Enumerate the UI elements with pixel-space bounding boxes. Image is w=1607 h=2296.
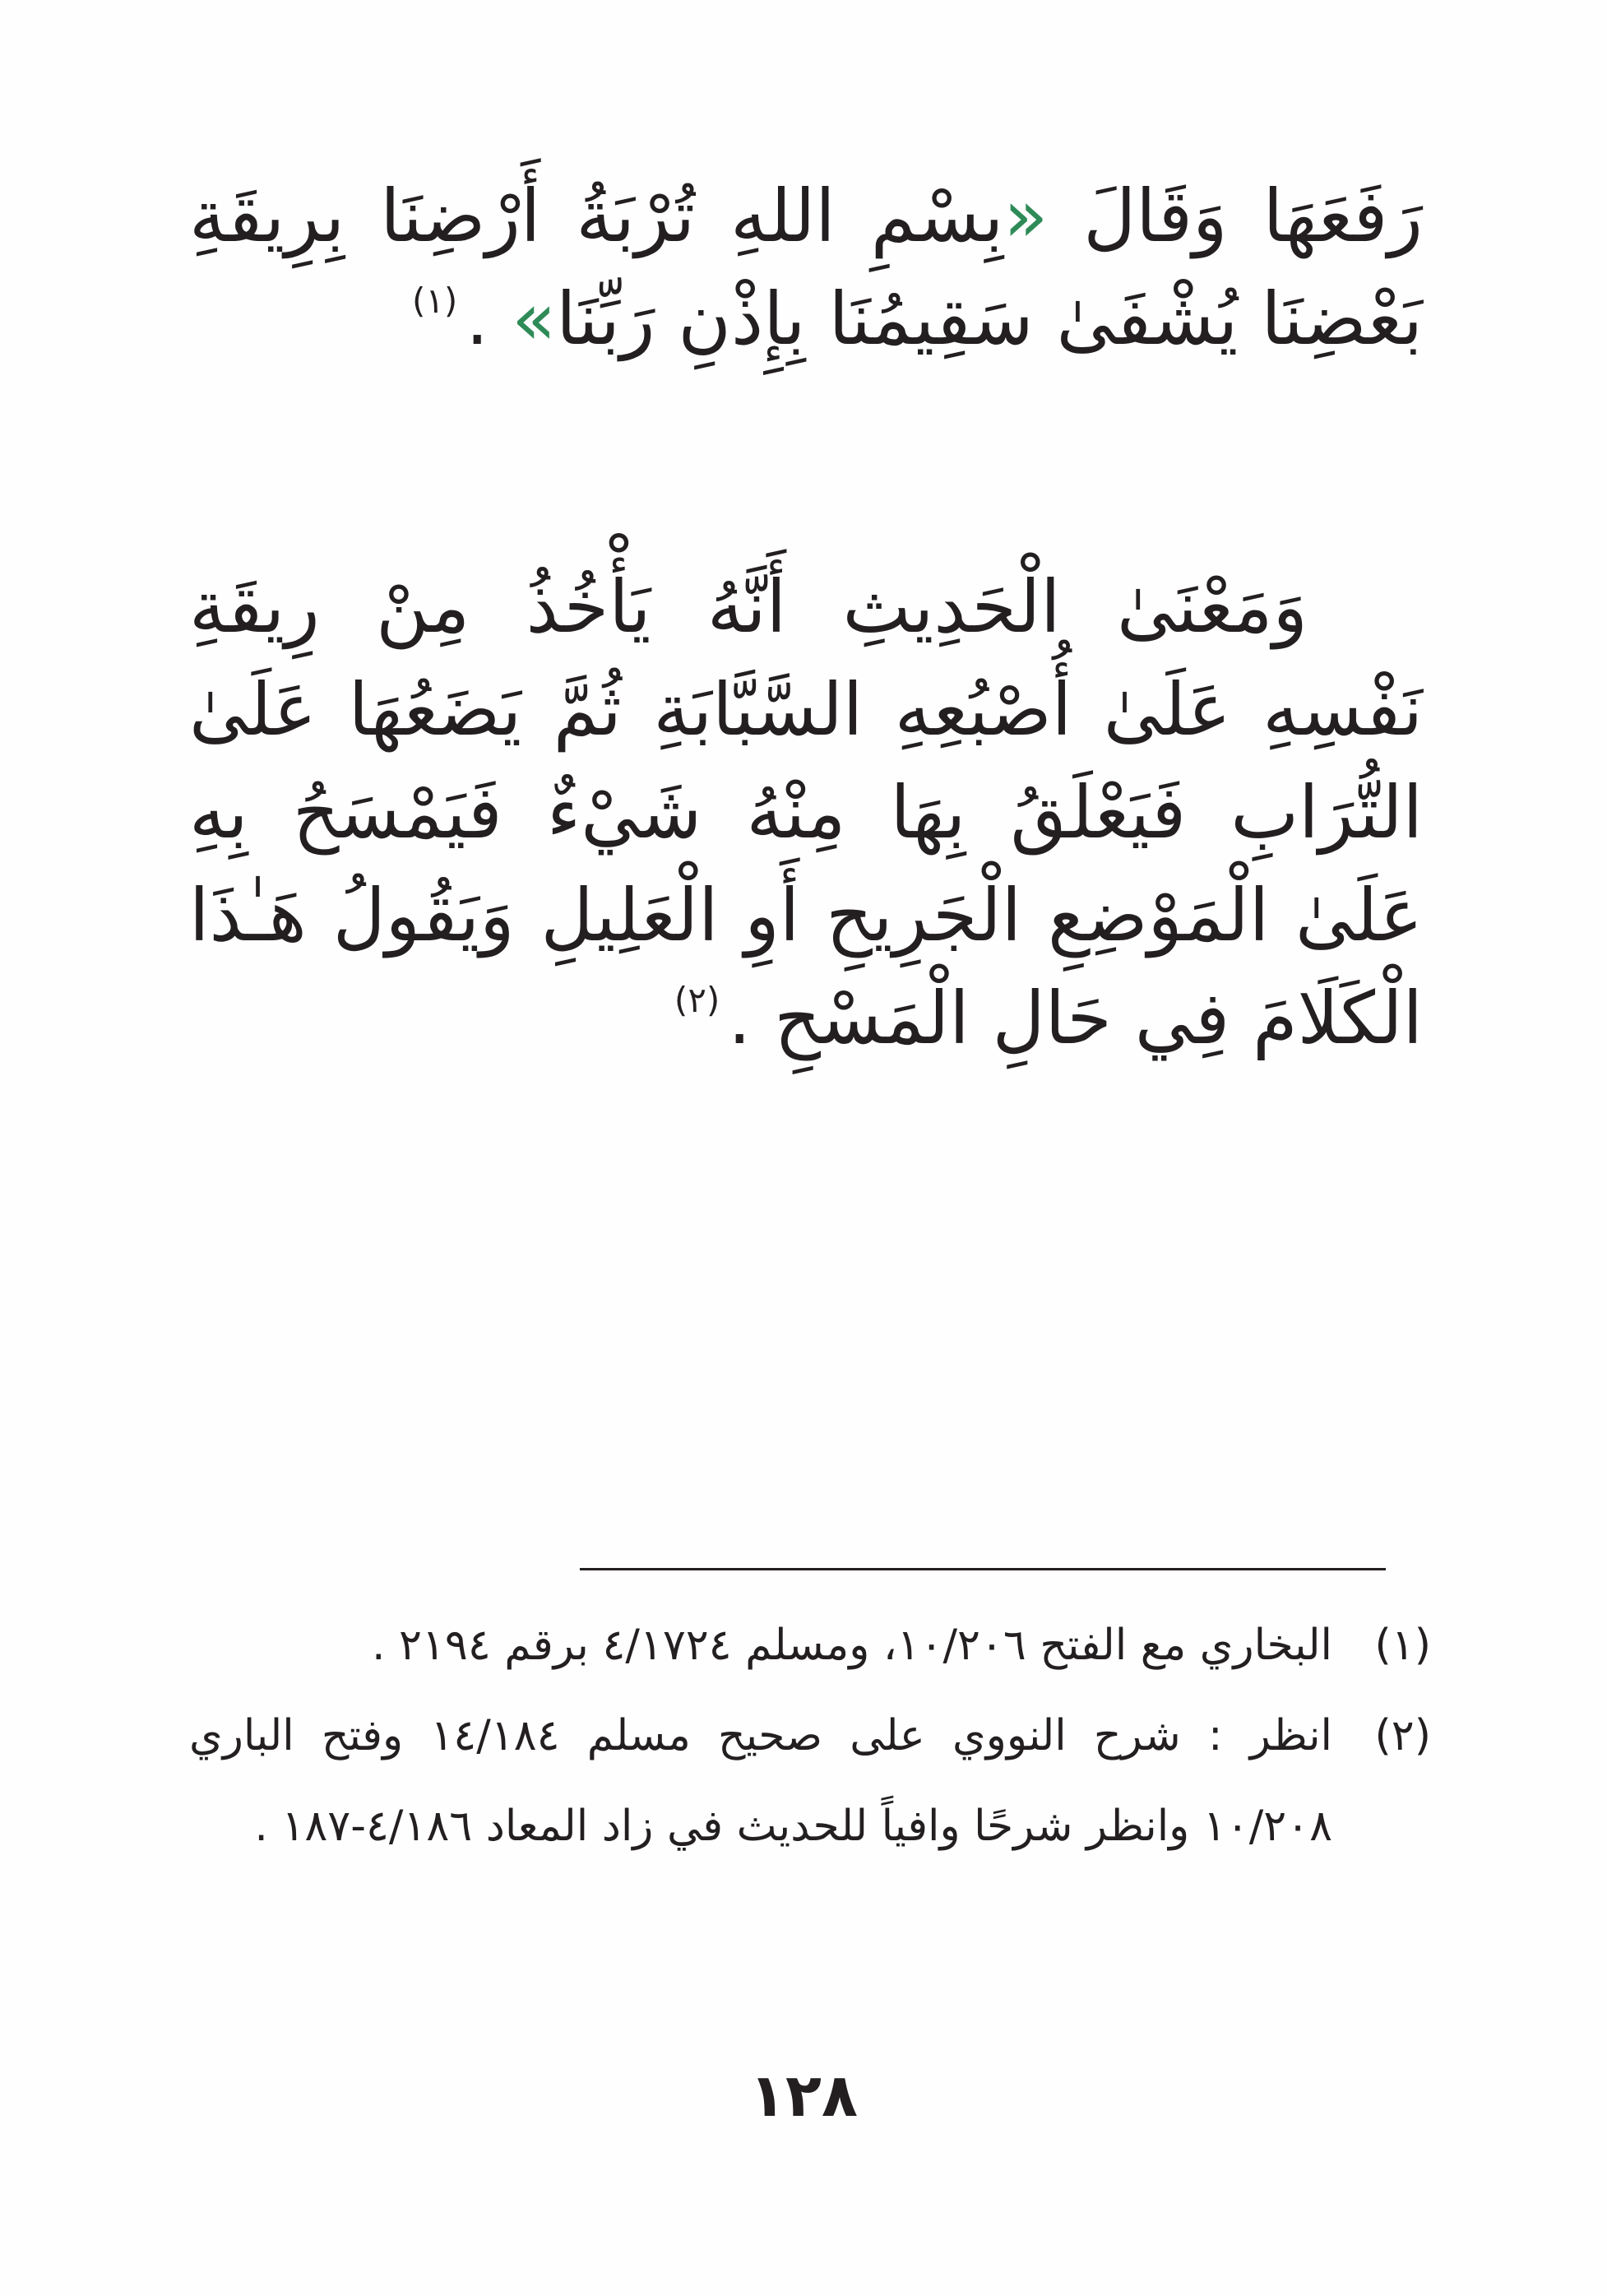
paragraph-1-lead: رَفَعَهَا وَقَالَ: [1048, 174, 1423, 258]
footnote-2-marker: (٢): [1374, 1711, 1431, 1760]
footnote-ref-2[interactable]: (٢): [674, 980, 720, 1020]
footnote-1-text: البخاري مع الفتح ١٠/٢٠٦، ومسلم ٤/١٧٢٤ برقم ٢١٩٤ .: [371, 1621, 1332, 1670]
footnotes-list: [189, 1600, 1431, 1872]
hadith-quote: بِسْمِ اللهِ تُرْبَةُ أَرْضِنَا بِرِيقَةِ بَعْضِنَا يُشْفَىٰ سَقِيمُنَا بِإِذْنِ رَبِّنَا: [189, 174, 1423, 361]
footnote-1: [189, 1600, 1431, 1691]
footnote-ref-1[interactable]: (١): [411, 281, 458, 321]
paragraph-2: [189, 555, 1423, 1069]
footnote-2-text: انظر : شرح النووي على صحيح مسلم ١٤/١٨٤ وفتح الباري ١٠/٢٠٨ وانظر شرحًا وافياً للحديث في زاد المعاد ٤/١٨٦-١٨٧ .: [189, 1711, 1332, 1851]
footnote-divider: [580, 1568, 1386, 1570]
footnote-1-marker: (١): [1374, 1621, 1431, 1670]
paragraph-1-end: .: [465, 276, 512, 361]
paragraph-2-text: وَمَعْنَىٰ الْحَدِيثِ أَنَّهُ يَأْخُذُ مِنْ رِيقَةِ نَفْسِهِ عَلَىٰ أُصْبُعِهِ السَّبَّابَةِ ثُمَّ يَضَعُهَا عَلَىٰ التُّرَابِ فَيَعْلَقُ بِهَا مِنْهُ شَيْءٌ فَيَمْسَحُ بِهِ عَلَىٰ الْمَوْضِعِ الْجَرِيحِ أَوِ الْعَلِيلِ وَيَقُولُ هَـٰذَا الْكَلَامَ فِي حَالِ الْمَسْحِ .: [189, 564, 1423, 1060]
open-quote-bracket: «: [1003, 174, 1049, 258]
page-number: ١٢٨: [749, 2061, 858, 2130]
footnote-2: [189, 1691, 1431, 1872]
paragraph-1: [189, 165, 1423, 370]
close-quote-bracket: »: [512, 276, 557, 361]
